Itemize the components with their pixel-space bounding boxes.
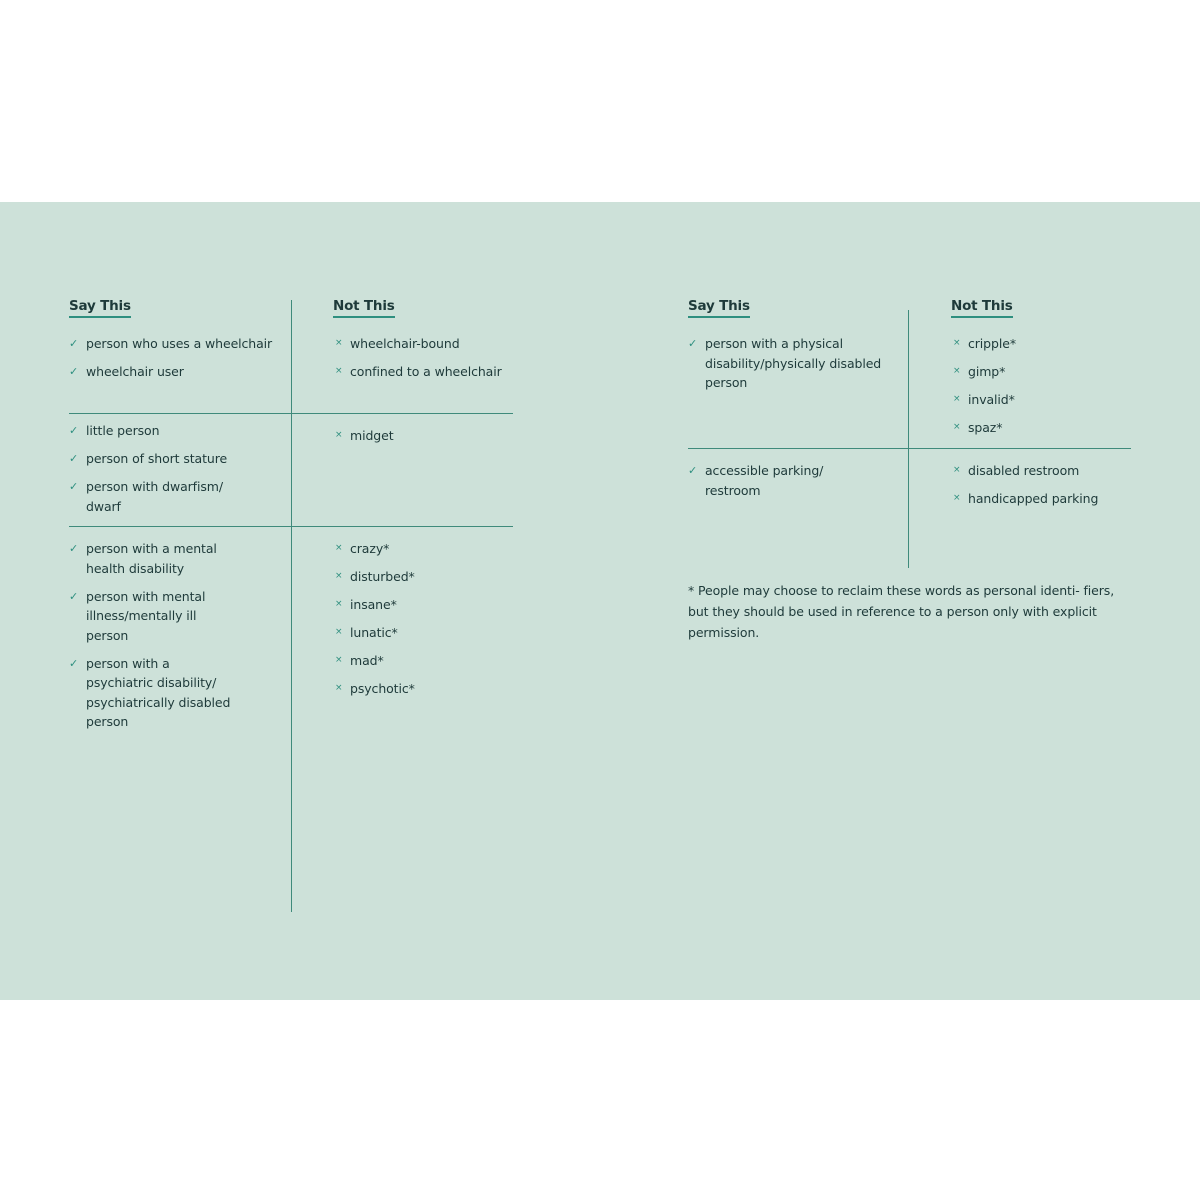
check-icon: ✓ xyxy=(69,542,79,555)
list-item: ✓ person with mental illness/mentally ill person xyxy=(69,588,206,643)
list-item: × midget xyxy=(333,426,503,446)
left-row-divider-2 xyxy=(69,526,513,527)
list-item: × invalid* xyxy=(951,390,1121,410)
check-icon: ✓ xyxy=(69,656,79,670)
left-row-divider-1 xyxy=(69,413,513,414)
left-row-2-say-list xyxy=(69,421,249,525)
x-icon: × xyxy=(335,430,343,440)
x-icon: × xyxy=(953,422,961,432)
list-item: ✓ person who uses a wheelchair xyxy=(69,334,279,354)
x-icon: × xyxy=(335,543,343,553)
x-icon: × xyxy=(335,338,343,348)
x-icon: × xyxy=(953,338,961,348)
check-icon: ✓ xyxy=(69,589,79,603)
check-icon: ✓ xyxy=(69,337,79,350)
x-icon: × xyxy=(335,655,343,665)
book-spread xyxy=(0,202,1200,1000)
list-item: × cripple* xyxy=(951,334,1121,354)
x-icon: × xyxy=(335,366,343,376)
right-row-1-say-list xyxy=(688,334,888,401)
list-item: × spaz* xyxy=(951,418,1121,438)
x-icon: × xyxy=(953,366,961,376)
footnote: * People may choose to reclaim these words as personal identi- fiers, but they should be used in reference to a person only with explicit permission. xyxy=(688,583,1115,640)
left-say-this-header: Say This xyxy=(69,298,131,318)
left-row-1-not-list xyxy=(333,334,503,390)
right-row-1-not-list xyxy=(951,334,1121,446)
list-item: ✓ person with a mental health disability xyxy=(69,541,217,576)
right-row-2-not-list xyxy=(951,461,1131,517)
left-row-2-not-list xyxy=(333,426,503,454)
list-item: × gimp* xyxy=(951,362,1121,382)
list-item: ✓ person of short stature xyxy=(69,449,249,469)
list-item: × wheelchair-bound xyxy=(333,334,503,354)
list-item: × insane* xyxy=(333,595,503,615)
x-icon: × xyxy=(335,599,343,609)
x-icon: × xyxy=(335,683,343,693)
left-row-1-say-list xyxy=(69,334,279,390)
list-item: ✓ person with a physical disability/physically disabled person xyxy=(688,336,882,390)
right-row-2-say-list xyxy=(688,461,878,509)
left-row-3-say-list xyxy=(69,539,239,740)
x-icon: × xyxy=(335,627,343,637)
list-item: ✓ wheelchair user xyxy=(69,362,279,382)
check-icon: ✓ xyxy=(688,464,698,477)
list-item: × crazy* xyxy=(333,539,503,559)
x-icon: × xyxy=(953,394,961,404)
list-item: × psychotic* xyxy=(333,679,503,699)
right-say-this-header: Say This xyxy=(688,298,750,318)
list-item: ✓ accessible parking/ restroom xyxy=(688,463,824,498)
right-column-divider xyxy=(908,310,909,568)
left-column-divider xyxy=(291,300,292,912)
check-icon: ✓ xyxy=(69,452,79,465)
check-icon: ✓ xyxy=(69,365,79,378)
list-item: × handicapped parking xyxy=(951,489,1131,509)
list-item: × mad* xyxy=(333,651,503,671)
x-icon: × xyxy=(335,571,343,581)
list-item: ✓ person with a psychiatric disability/ psychiatrically disabled person xyxy=(69,655,231,729)
x-icon: × xyxy=(953,465,961,475)
list-item: × disturbed* xyxy=(333,567,503,587)
right-row-divider-1 xyxy=(688,448,1131,449)
check-icon: ✓ xyxy=(69,424,79,437)
x-icon: × xyxy=(953,493,961,503)
left-row-3-not-list xyxy=(333,539,503,707)
list-item: ✓ person with dwarfism/ dwarf xyxy=(69,479,223,514)
list-item: × confined to a wheelchair xyxy=(333,362,503,382)
check-icon: ✓ xyxy=(688,337,698,350)
list-item: × disabled restroom xyxy=(951,461,1131,481)
list-item: ✓ little person xyxy=(69,421,249,441)
list-item: × lunatic* xyxy=(333,623,503,643)
right-not-this-header: Not This xyxy=(951,298,1013,318)
left-not-this-header: Not This xyxy=(333,298,395,318)
check-icon: ✓ xyxy=(69,480,79,493)
